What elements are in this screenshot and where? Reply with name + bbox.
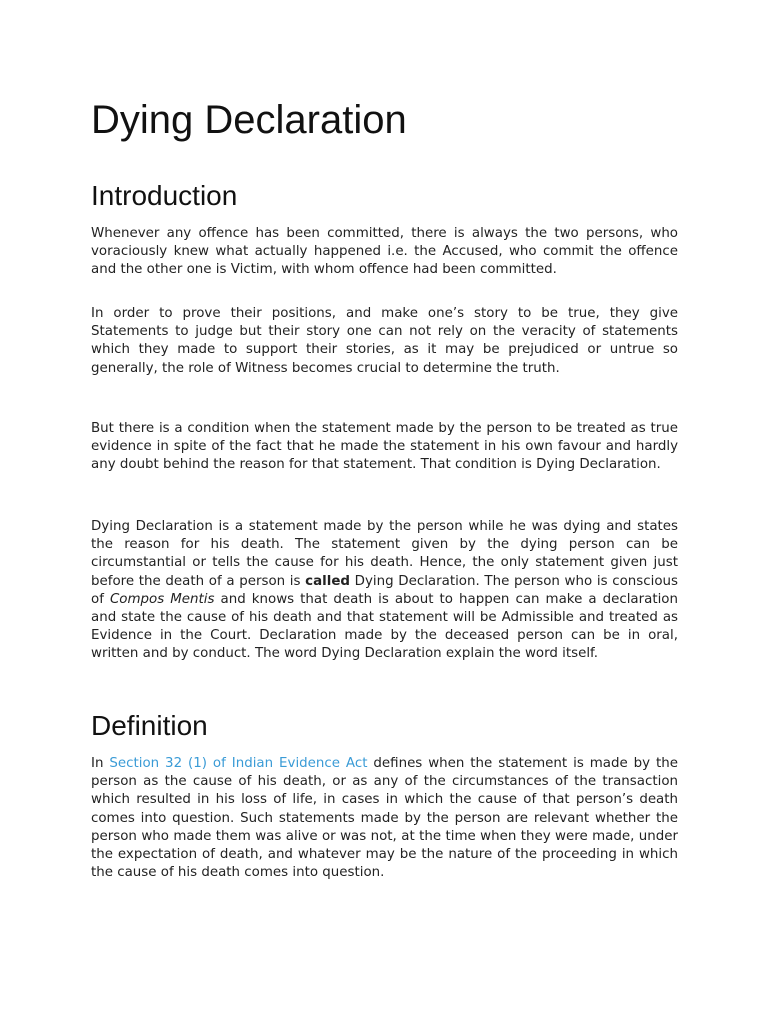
intro-paragraph-4 [91, 518, 678, 664]
emphasis-called: called [305, 573, 350, 589]
link-section-32-evidence-act[interactable]: Section 32 (1) of Indian Evidence Act [109, 756, 368, 771]
definition-text: defines when the statement is made by the person as the cause of his death, or as any of the circumstances of the transaction which resulted in his loss of life, in cases in which the cause of that person’s death comes into question. Such statements made by the person are relevant whether the person who made them was alive or was not, at the time when they were made, under the expectation of death, and whatever may be the nature of the proceeding in which the cause of his death comes into question. [91, 756, 678, 881]
intro-paragraph-4-text-2: Dying Declaration. The person who is conscious of [91, 573, 678, 607]
intro-paragraph-2: In order to prove their positions, and make one’s story to be true, they give Statements to judge but their story one can not rely on the veracity of statements which they made to support their stories, as it may be prejudiced or untrue so generally, the role of Witness becomes crucial to determine the truth. [91, 306, 678, 376]
intro-paragraph-4-text-1: Dying Declaration is a statement made by the person while he was dying and states the reason for his death. The statement given by the dying person can be circumstantial or tells the cause for his death. Hence, the only statement given just before the death of a person is [91, 519, 678, 589]
definition-paragraph-1 [91, 755, 678, 882]
intro-paragraph-3: But there is a condition when the statement made by the person to be treated as true evidence in spite of the fact that he made the statement in his own favour and hardly any doubt behind the reason for that statement. That condition is Dying Declaration. [91, 421, 678, 473]
intro-paragraph-4-text-3: and knows that death is about to happen can make a declaration and state the cause of his death and that statement will be Admissible and treated as Evidence in the Court. Declaration made by the deceased person can be in oral, written and by conduct. The word Dying Declaration explain the word itself. [91, 591, 678, 662]
term-compos-mentis: Compos Mentis [109, 591, 215, 607]
heading-definition: Definition [91, 710, 208, 741]
heading-introduction: Introduction [91, 180, 238, 211]
page-title: Dying Declaration [91, 98, 407, 142]
definition-prefix: In [91, 756, 110, 771]
intro-paragraph-1: Whenever any offence has been committed, there is always the two persons, who voraciously knew what actually happened i.e. the Accused, who commit the offence and the other one is Victim, with whom offence had been committed. [91, 226, 678, 278]
